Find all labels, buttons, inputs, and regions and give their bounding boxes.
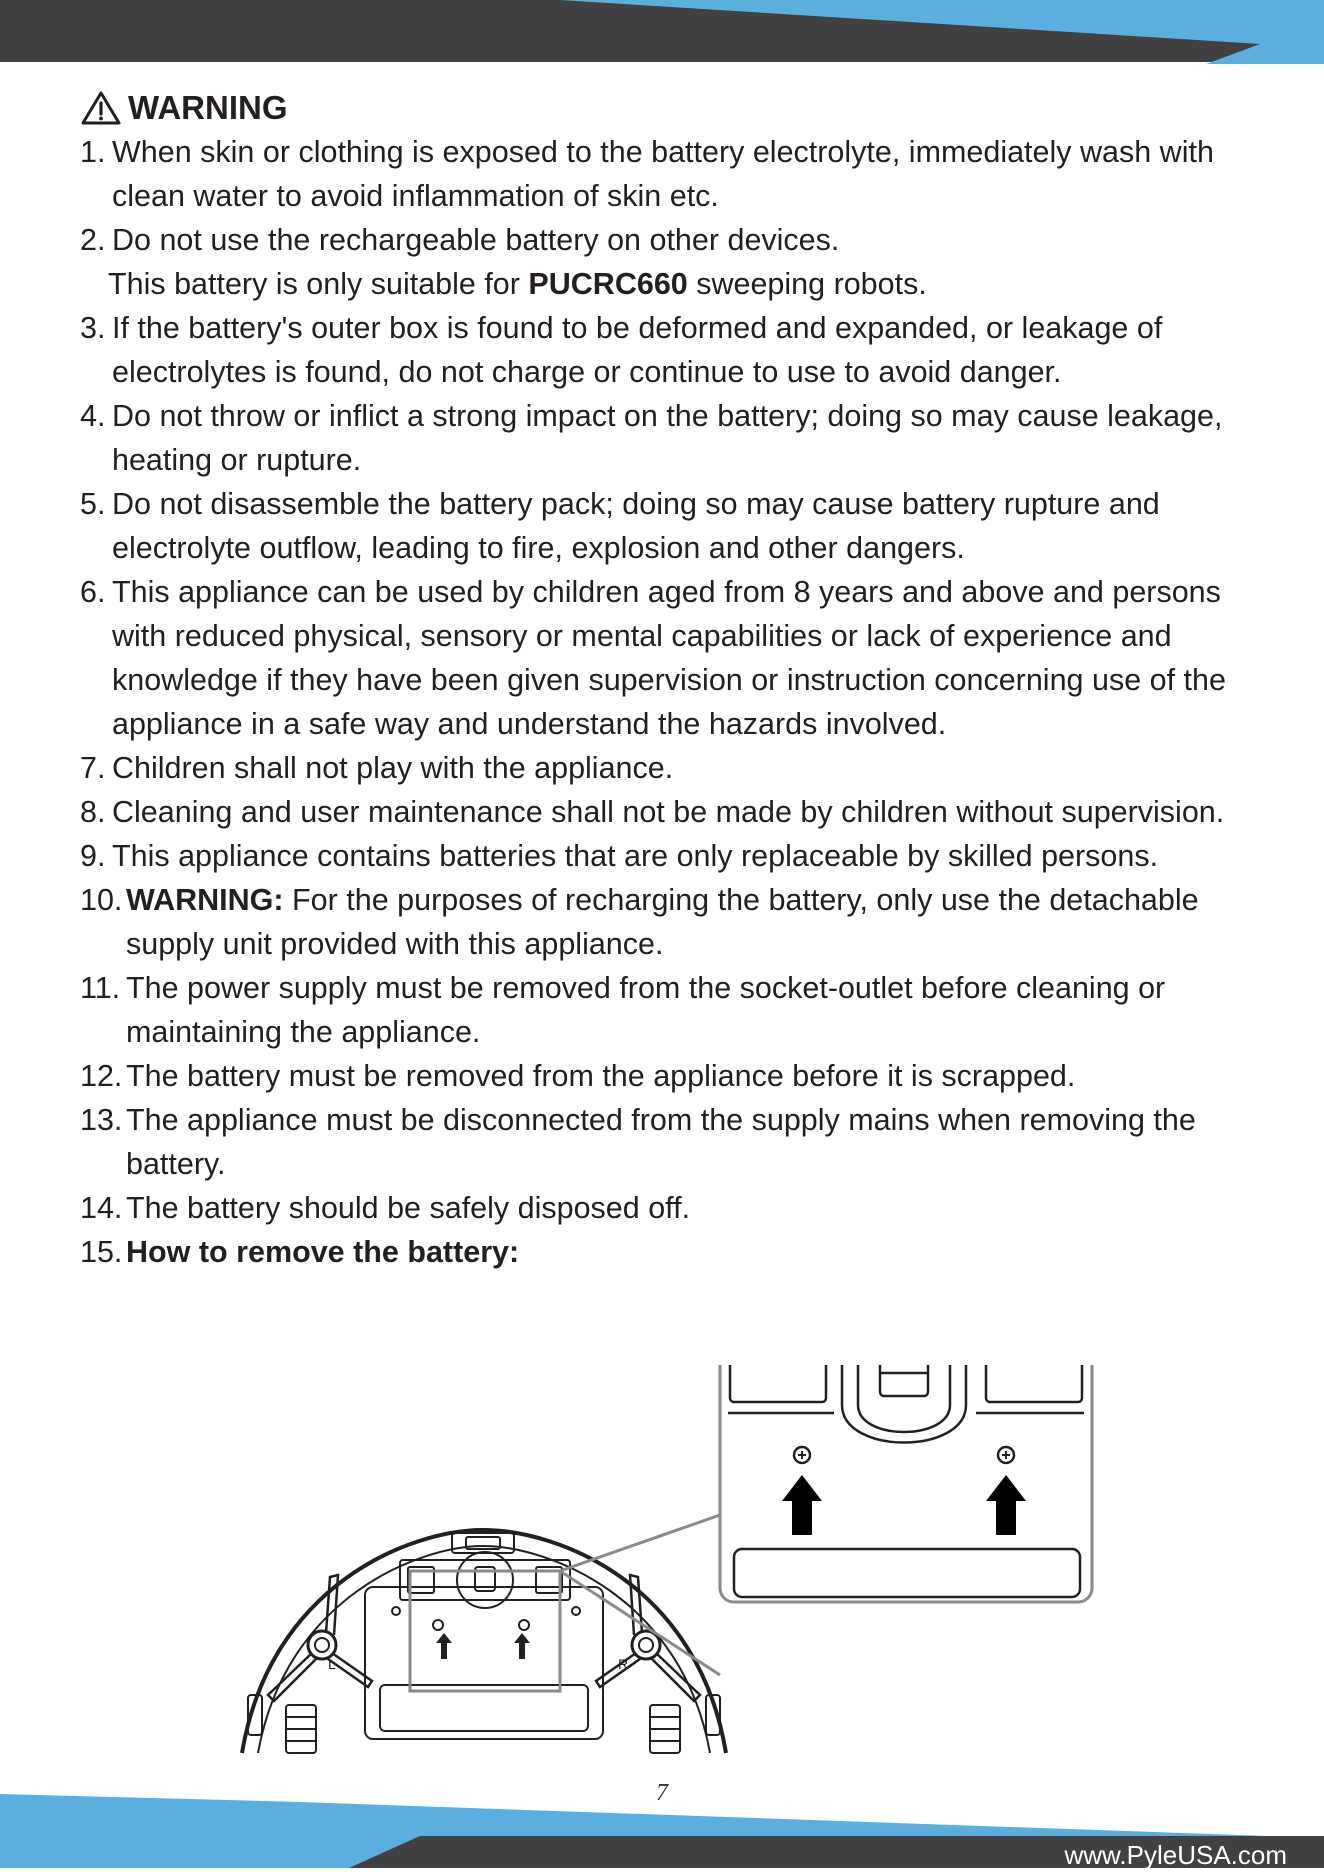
item-number: 13. xyxy=(80,1103,123,1137)
item-number: 2. xyxy=(80,223,106,257)
list-item xyxy=(80,306,1270,394)
item-number: 12. xyxy=(80,1059,123,1093)
item-extra-pre: This battery is only suitable for xyxy=(108,267,529,301)
page-number: 7 xyxy=(656,1780,668,1806)
warnings-list xyxy=(80,130,1270,1274)
item-number: 10. xyxy=(80,883,123,917)
list-item xyxy=(80,570,1270,746)
item-text: Do not throw or inflict a strong impact on the battery; doing so may cause leakage, heating or rupture. xyxy=(112,399,1223,477)
list-item xyxy=(80,218,1270,306)
item-number: 11. xyxy=(80,971,121,1005)
website-url: www.PyleUSA.com xyxy=(1064,1840,1287,1870)
list-item xyxy=(80,1186,1270,1230)
top-banner xyxy=(0,0,1324,70)
warning-heading-text: WARNING xyxy=(128,89,288,126)
list-item xyxy=(80,482,1270,570)
left-brush-label: L xyxy=(328,1656,336,1672)
item-text: The appliance must be disconnected from the supply mains when removing the battery. xyxy=(126,1103,1196,1181)
list-item xyxy=(80,746,1270,790)
item-text: Do not use the rechargeable battery on other devices. xyxy=(112,223,840,257)
list-item xyxy=(80,790,1270,834)
item-text: The power supply must be removed from the socket-outlet before cleaning or maintaining the appliance. xyxy=(126,971,1166,1049)
item-text: Cleaning and user maintenance shall not be made by children without supervision. xyxy=(112,795,1225,829)
item-text: The battery must be removed from the appliance before it is scrapped. xyxy=(126,1059,1076,1093)
item-text: The battery should be safely disposed off. xyxy=(126,1191,691,1225)
item-number: 7. xyxy=(80,751,106,785)
item-text: For the purposes of recharging the battery, only use the detachable supply unit provided with this appliance. xyxy=(126,883,1199,961)
list-item xyxy=(80,1230,1270,1274)
item-extra-post: sweeping robots. xyxy=(687,267,927,301)
item-text: Do not disassemble the battery pack; doing so may cause battery rupture and electrolyte outflow, leading to fire, explosion and other dangers. xyxy=(112,487,1160,565)
right-brush-label: R xyxy=(618,1656,629,1672)
item-text: When skin or clothing is exposed to the battery electrolyte, immediately wash with clean water to avoid inflammation of skin etc. xyxy=(112,135,1214,213)
warning-triangle-icon xyxy=(80,90,122,126)
item-number: 8. xyxy=(80,795,106,829)
item-number: 3. xyxy=(80,311,106,345)
item-number: 5. xyxy=(80,487,106,521)
model-number: PUCRC660 xyxy=(528,267,688,301)
item-number: 14. xyxy=(80,1191,123,1225)
warning-heading xyxy=(80,86,288,130)
item-bold-lead: WARNING: xyxy=(126,883,284,917)
list-item xyxy=(80,1054,1270,1098)
item-text: Children shall not play with the appliance. xyxy=(112,751,674,785)
battery-removal-illustration xyxy=(230,1365,1100,1755)
item-number: 1. xyxy=(80,135,106,169)
item-text: If the battery's outer box is found to be deformed and expanded, or leakage of electrolytes is found, do not charge or continue to use to avoid danger. xyxy=(112,311,1163,389)
item-number: 6. xyxy=(80,575,106,609)
item-number: 9. xyxy=(80,839,106,873)
list-item xyxy=(80,1098,1270,1186)
item-bold-text: How to remove the battery: xyxy=(126,1235,520,1269)
item-number: 4. xyxy=(80,399,106,433)
item-extra-line xyxy=(108,262,1270,306)
list-item xyxy=(80,878,1270,966)
list-item xyxy=(80,394,1270,482)
item-text: This appliance can be used by children aged from 8 years and above and persons with reduced physical, sensory or mental capabilities or lack of experience and knowledge if they have been given supervision or instruction concerning use of the appliance in a safe way and understand the hazards involved. xyxy=(112,575,1226,741)
item-number: 15. xyxy=(80,1235,123,1269)
list-item xyxy=(80,130,1270,218)
item-text: This appliance contains batteries that are only replaceable by skilled persons. xyxy=(112,839,1159,873)
list-item xyxy=(80,834,1270,878)
list-item xyxy=(80,966,1270,1054)
